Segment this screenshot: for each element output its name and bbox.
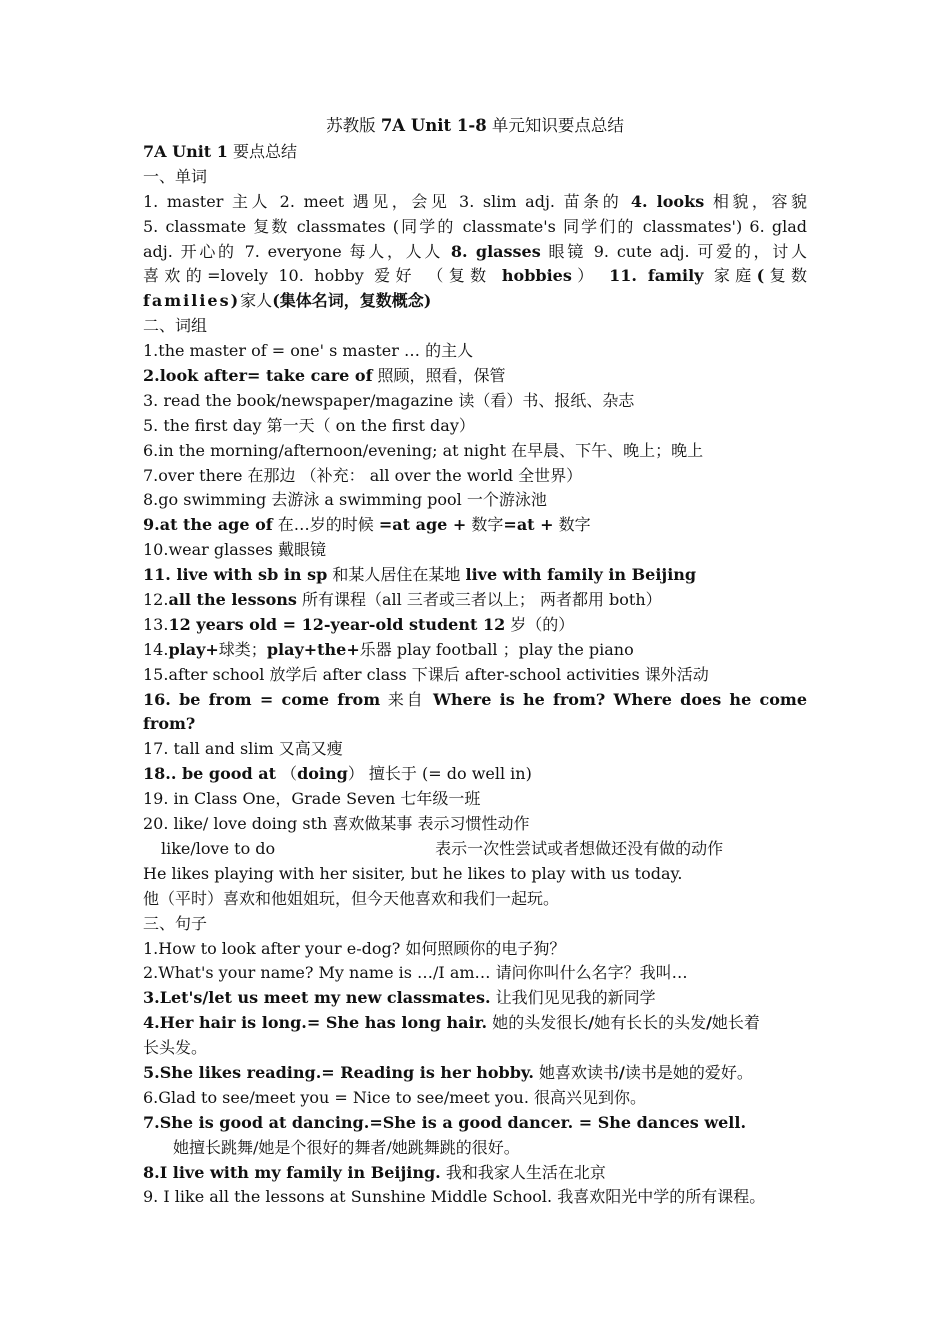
section-heading-sentences: 三、句子 — [143, 913, 208, 933]
words-line-2: 5. classmate 复数 classmates (同学的 classmate's 同学们的 classmates') 6. glad — [143, 216, 807, 236]
sentence-1: 1.How to look after your e-dog? 如何照顾你的电子狗？ — [143, 938, 566, 958]
unit-heading: 7A Unit 1 要点总结 — [143, 142, 297, 161]
phrase-12: 12.all the lessons 所有课程（all 三者或三者以上； 两者都用 both） — [143, 590, 662, 610]
sentence-7-translation: 她擅长跳舞/她是个很好的舞者/她跳舞跳的很好。 — [173, 1137, 520, 1157]
sentence-4-cont: 长头发。 — [143, 1038, 208, 1058]
sentence-2: 2.What's your name? My name is …/I am… 请问你叫什么名字？我叫… — [143, 963, 688, 983]
phrase-11: 11. live with sb in sp 和某人居住在某地 live with family in Beijing — [143, 565, 697, 585]
phrase-19: 19. in Class One，Grade Seven 七年级一班 — [143, 789, 481, 809]
phrase-15: 15.after school 放学后 after class 下课后 after-school activities 课外活动 — [143, 664, 709, 684]
phrase-20: 20. like/ love doing sth 喜欢做某事 表示习惯性动作 — [143, 814, 530, 834]
phrase-16: 16. be from = come from 来自 Where is he from? Where does he come — [143, 689, 807, 709]
phrase-17: 17. tall and slim 又高又瘦 — [143, 739, 343, 759]
section-heading-phrases: 二、词组 — [143, 316, 208, 336]
sentence-5: 5.She likes reading.= Reading is her hobby. 她喜欢读书/读书是她的爱好。 — [143, 1062, 753, 1082]
phrase-3: 3. read the book/newspaper/magazine 读（看）书、报纸、杂志 — [143, 390, 635, 410]
phrase-2: 2.look after= take care of 照顾，照看，保管 — [143, 366, 506, 386]
phrase-9: 9.at the age of 在…岁的时候 =at age + 数字=at + 数字 — [143, 515, 591, 535]
phrase-16-cont: from? — [143, 714, 196, 734]
phrase-20-example-cn: 他（平时）喜欢和他姐姐玩，但今天他喜欢和我们一起玩。 — [143, 888, 560, 908]
sentence-9: 9. I like all the lessons at Sunshine Middle School. 我喜欢阳光中学的所有课程。 — [143, 1187, 766, 1207]
section-heading-words: 一、单词 — [143, 166, 208, 186]
words-line-4: 喜欢的=lovely 10. hobby 爱好 （复数 hobbies） 11. family 家庭(复数 — [143, 266, 807, 286]
phrase-18: 18.. be good at （doing） 擅长于 (= do well in) — [143, 764, 532, 784]
sentence-4: 4.Her hair is long.= She has long hair. 她的头发很长/她有长长的头发/她长着 — [143, 1013, 760, 1033]
phrase-5: 5. the first day 第一天（ on the first day） — [143, 415, 475, 435]
phrase-20-like-to-do: like/love to do 表示一次性尝试或者想做还没有做的动作 — [161, 838, 724, 858]
phrase-14: 14.play+球类；play+the+乐器 play football ；play the piano — [143, 639, 634, 659]
words-line-5: families)家人(集体名词，复数概念) — [143, 291, 432, 311]
phrase-8: 8.go swimming 去游泳 a swimming pool 一个游泳池 — [143, 490, 547, 510]
words-line-1: 1. master 主人 2. meet 遇见，会见 3. slim adj. 苗条的 4. looks 相貌，容貌 — [143, 191, 807, 211]
phrase-6: 6.in the morning/afternoon/evening; at night 在早晨、下午、晚上；晚上 — [143, 440, 704, 460]
phrase-7: 7.over there 在那边 （补充： all over the world 全世界） — [143, 465, 583, 485]
phrase-13: 13.12 years old = 12-year-old student 12 岁（的） — [143, 614, 575, 634]
sentence-7: 7.She is good at dancing.=She is a good dancer. = She dances well. — [143, 1112, 747, 1132]
phrase-1: 1.the master of = one' s master … 的主人 — [143, 341, 474, 361]
phrase-10: 10.wear glasses 戴眼镜 — [143, 540, 326, 560]
sentence-8: 8.I live with my family in Beijing. 我和我家人生活在北京 — [143, 1162, 606, 1182]
document-body — [143, 140, 807, 1210]
sentence-3: 3.Let's/let us meet my new classmates. 让我们见见我的新同学 — [143, 988, 656, 1008]
words-line-3: adj. 开心的 7. everyone 每人，人人 8. glasses 眼镜 9. cute adj. 可爱的，讨人 — [143, 241, 807, 261]
document-title: 苏教版 7A Unit 1-8 单元知识要点总结 — [326, 116, 624, 135]
phrase-20-example-en: He likes playing with her sisiter, but he likes to play with us today. — [143, 863, 683, 883]
sentence-6: 6.Glad to see/meet you = Nice to see/meet you. 很高兴见到你。 — [143, 1087, 646, 1107]
